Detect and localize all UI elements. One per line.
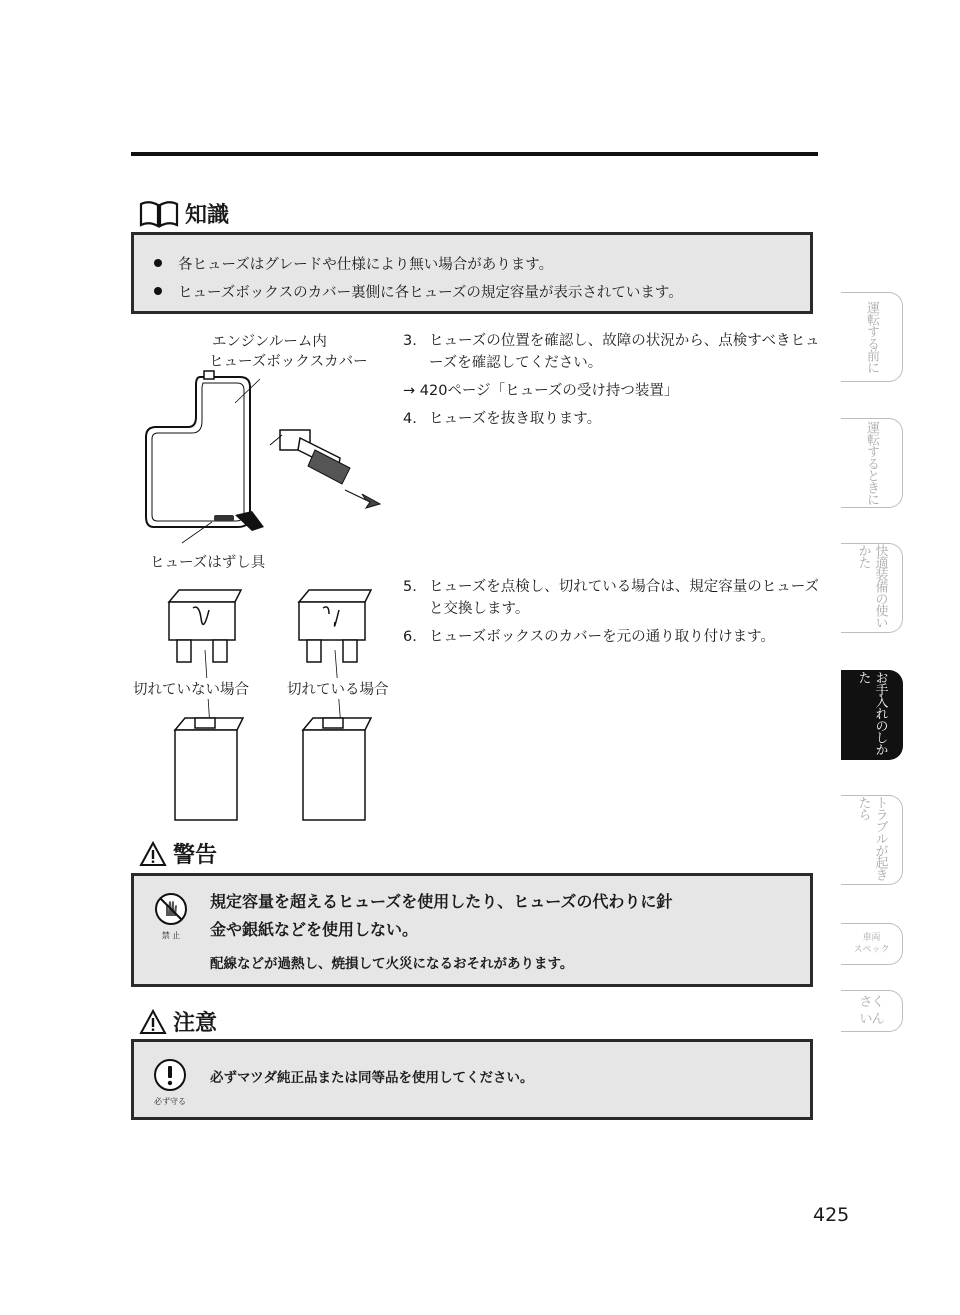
specs-line2: スペック [853, 945, 890, 955]
step-text: ヒューズの位置を確認し、故障の状況から、点検すべきヒューズを確認してください。 [429, 333, 820, 371]
caution-title: 注意 [173, 1011, 218, 1036]
page-number: 425 [813, 1204, 850, 1226]
step-number: 4. [403, 411, 417, 427]
not-blown-label: 切れていない場合 [133, 678, 249, 699]
step-6 [403, 626, 823, 648]
specs-line1: 車両 [862, 933, 881, 943]
fuse-comparison-illustration [155, 580, 405, 830]
knowledge-bullet [154, 249, 810, 277]
cover-label-1: エンジンルーム内 [212, 334, 327, 350]
warning-main-line1: 規定容量を超えるヒューズを使用したり、ヒューズの代わりに針 [210, 892, 673, 911]
caution-heading [139, 1006, 217, 1037]
top-rule [131, 152, 818, 156]
step-number: 5. [403, 579, 417, 595]
step-number: 3. [403, 333, 417, 349]
warning-box [131, 873, 813, 987]
steps-group-1 [403, 330, 823, 436]
blown-label: 切れている場合 [287, 678, 389, 699]
warning-content [210, 888, 810, 972]
prohibited-badge [154, 892, 188, 941]
step-text: ヒューズを抜き取ります。 [429, 411, 602, 427]
side-tab-before-driving[interactable]: 運転する前に [841, 292, 903, 382]
side-tab-index[interactable]: さくいん [841, 990, 903, 1032]
cover-label-2: ヒューズボックスカバー [209, 354, 368, 370]
warning-main-line2: 金や銀紙などを使用しない。 [210, 920, 419, 939]
step-number: 6. [403, 629, 417, 645]
bullet-text: ヒューズボックスのカバー裏側に各ヒューズの規定容量が表示されています。 [178, 284, 683, 301]
warning-sub: 配線などが過熱し、焼損して火災になるおそれがあります。 [210, 956, 574, 972]
side-tab-specs[interactable] [841, 923, 903, 965]
fuse-blown-bottom [303, 718, 371, 820]
side-tab-while-driving[interactable]: 運転するときに [841, 418, 903, 508]
puller-label: ヒューズはずし具 [150, 555, 266, 571]
side-tab-comfort-features[interactable]: 快適装備の使いかた [841, 543, 903, 633]
step-3 [403, 330, 823, 374]
knowledge-bullet [154, 277, 810, 305]
book-icon [139, 200, 179, 228]
step-4 [403, 408, 823, 430]
side-tab-maintenance[interactable]: お手入れのしかた [841, 670, 903, 760]
steps-group-2 [403, 576, 823, 654]
caution-text: 必ずマツダ純正品または同等品を使用してください。 [210, 1070, 534, 1086]
fuse-not-blown-bottom [175, 718, 243, 820]
bullet-text: 各ヒューズはグレードや仕様により無い場合があります。 [178, 256, 554, 273]
knowledge-heading [139, 198, 229, 229]
knowledge-box [131, 232, 813, 314]
bullet-dot [154, 259, 162, 267]
caution-triangle-icon [139, 1009, 167, 1035]
prohibited-hand-icon [154, 892, 188, 926]
step-5 [403, 576, 823, 620]
mandatory-badge [152, 1058, 188, 1107]
step-3-reference: → 420ページ「ヒューズの受け持つ装置」 [403, 383, 679, 399]
step-text: ヒューズボックスのカバーを元の通り取り付けます。 [429, 629, 775, 645]
warning-title: 警告 [173, 843, 218, 868]
caution-box [131, 1039, 813, 1120]
side-tab-troubleshooting[interactable]: トラブルが起きたら [841, 795, 903, 885]
fuse-box-cover-illustration [140, 365, 390, 550]
bullet-dot [154, 287, 162, 295]
prohibited-label: 禁 止 [161, 931, 181, 940]
warning-heading [139, 838, 217, 869]
knowledge-title: 知識 [185, 203, 230, 228]
step-text: ヒューズを点検し、切れている場合は、規定容量のヒューズと交換します。 [429, 579, 820, 617]
mandatory-label: 必ず守る [154, 1097, 186, 1106]
warning-triangle-icon [139, 841, 167, 867]
mandatory-exclamation-icon [152, 1058, 188, 1092]
